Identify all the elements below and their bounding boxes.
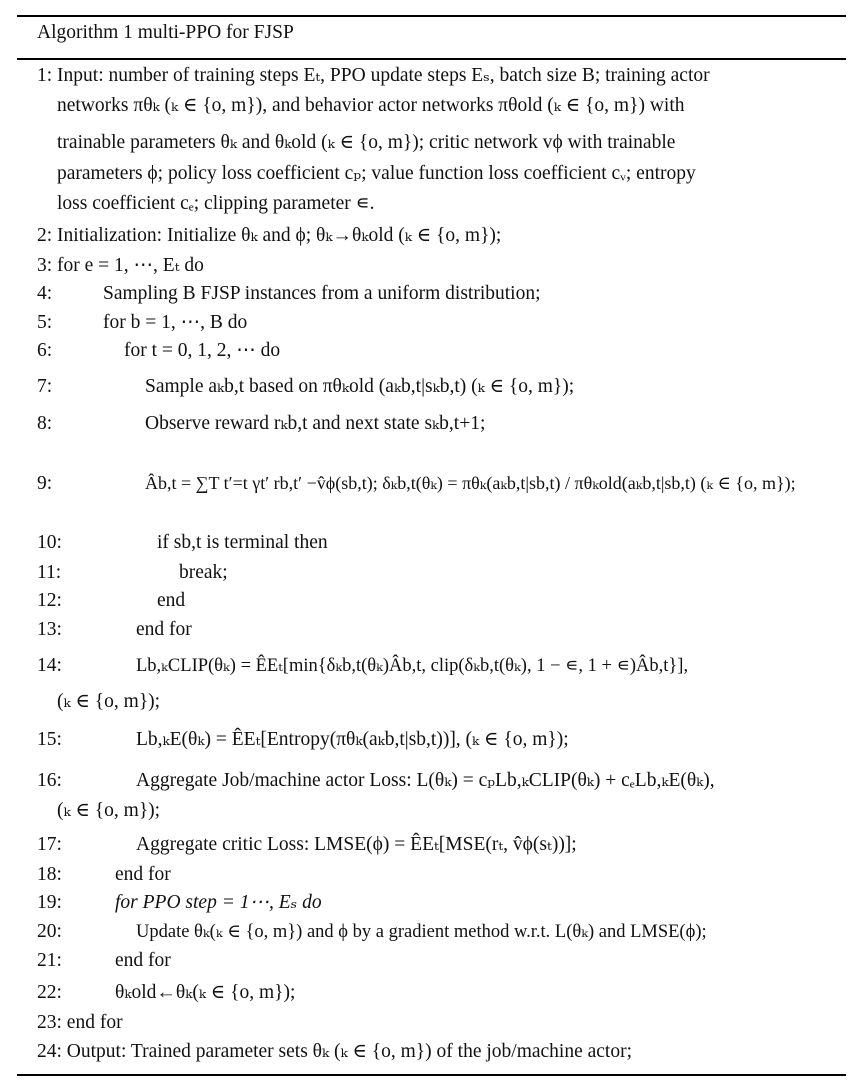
line-14	[37, 656, 688, 676]
line-number: 7:	[37, 376, 53, 397]
line-11	[37, 563, 228, 583]
line-7	[37, 377, 574, 397]
line-3-for-e: 3: for e = 1, ⋯, Eₜ do	[37, 255, 204, 276]
line-number: 6:	[37, 340, 53, 361]
line-15	[37, 730, 569, 750]
line-14-cont: (ₖ ∈ {o, m});	[57, 691, 161, 712]
line-text: end	[157, 590, 186, 611]
line-text: Sampling B FJSP instances from a uniform distribution;	[103, 283, 541, 304]
line-1-cont-trainable: trainable parameters θₖ and θₖold (ₖ ∈ {o, m}); critic network vϕ with trainable	[57, 132, 676, 153]
line-9	[37, 474, 796, 494]
line-text: for b = 1, ⋯, B do	[103, 312, 248, 333]
line-number: 4:	[37, 283, 53, 304]
line-text: end for	[115, 864, 171, 885]
line-1-input: 1: Input: number of training steps Eₜ, PPO update steps Eₛ, batch size B; training actor	[37, 65, 710, 86]
line-12	[37, 591, 185, 611]
line-24-output: 24: Output: Trained parameter sets θₖ (ₖ ∈ {o, m}) of the job/machine actor;	[37, 1041, 633, 1062]
line-text: Sample aₖb,t based on πθₖold (aₖb,t|sₖb,t) (ₖ ∈ {o, m});	[145, 376, 575, 397]
line-text: Observe reward rₖb,t and next state sₖb,t+1;	[145, 413, 486, 434]
line-text: if sb,t is terminal then	[157, 532, 328, 553]
line-6	[37, 341, 280, 361]
line-number: 14:	[37, 655, 62, 676]
line-number: 21:	[37, 950, 62, 971]
line-1-cont-coefficients: parameters ϕ; policy loss coefficient cₚ; value function loss coefficient cᵥ; entropy	[57, 163, 696, 184]
line-number: 20:	[37, 921, 62, 942]
line-text: Âb,t = ∑T t′=t γt′ rb,t′ −v̂ϕ(sb,t); δₖb,t(θₖ) = πθₖ(aₖb,t|sb,t) / πθₖold(aₖb,t|sb,t) (ₖ ∈ {o, m});	[145, 473, 796, 493]
line-13	[37, 620, 192, 640]
line-text: for PPO step = 1⋯, Eₛ do	[115, 892, 322, 913]
line-number: 11:	[37, 562, 62, 583]
line-1-cont-networks: networks πθₖ (ₖ ∈ {o, m}), and behavior actor networks πθold (ₖ ∈ {o, m}) with	[57, 95, 685, 116]
line-8	[37, 414, 485, 434]
line-23-end-for: 23: end for	[37, 1012, 123, 1033]
line-text: Aggregate Job/machine actor Loss: L(θₖ) = cₚLb,ₖCLIP(θₖ) + cₑLb,ₖE(θₖ),	[136, 770, 715, 791]
line-number: 16:	[37, 770, 62, 791]
line-16-cont: (ₖ ∈ {o, m});	[57, 800, 161, 821]
line-text: end for	[115, 950, 171, 971]
line-number: 5:	[37, 312, 53, 333]
line-5	[37, 313, 247, 333]
line-number: 19:	[37, 892, 62, 913]
line-19	[37, 893, 322, 913]
line-text: Update θₖ(ₖ ∈ {o, m}) and ϕ by a gradient method w.r.t. L(θₖ) and LMSE(ϕ);	[136, 922, 707, 942]
line-10	[37, 533, 328, 553]
line-22	[37, 983, 295, 1003]
top-rule	[17, 15, 846, 17]
line-number: 8:	[37, 413, 53, 434]
algorithm-title: Algorithm 1 multi-PPO for FJSP	[37, 22, 294, 43]
line-text: Lb,ₖE(θₖ) = ÊEₜ[Entropy(πθₖ(aₖb,t|sb,t))], (ₖ ∈ {o, m});	[136, 729, 569, 750]
line-number: 12:	[37, 590, 62, 611]
line-text: Lb,ₖCLIP(θₖ) = ÊEₜ[min{δₖb,t(θₖ)Âb,t, clip(δₖb,t(θₖ), 1 − ∊, 1 + ∊)Âb,t}],	[136, 656, 689, 676]
line-text: for t = 0, 1, 2, ⋯ do	[124, 340, 281, 361]
line-number: 13:	[37, 619, 62, 640]
line-17	[37, 835, 577, 855]
line-text: break;	[179, 562, 228, 583]
line-18	[37, 865, 171, 885]
line-number: 22:	[37, 982, 62, 1003]
line-20	[37, 922, 707, 942]
line-number: 9:	[37, 473, 53, 494]
line-2-initialization: 2: Initialization: Initialize θₖ and ϕ; θₖ→θₖold (ₖ ∈ {o, m});	[37, 225, 502, 246]
header-rule	[17, 58, 846, 60]
line-number: 10:	[37, 532, 62, 553]
line-21	[37, 951, 171, 971]
line-text: Aggregate critic Loss: LMSE(ϕ) = ÊEₜ[MSE(rₜ, v̂ϕ(sₜ))];	[136, 834, 577, 855]
line-text: end for	[136, 619, 192, 640]
line-4	[37, 284, 540, 304]
line-number: 18:	[37, 864, 62, 885]
line-number: 17:	[37, 834, 62, 855]
line-1-cont-clipping: loss coefficient cₑ; clipping parameter ∊.	[57, 193, 375, 214]
line-text: θₖold←θₖ(ₖ ∈ {o, m});	[115, 982, 296, 1003]
line-16	[37, 771, 715, 791]
line-number: 15:	[37, 729, 62, 750]
bottom-rule	[17, 1074, 846, 1076]
